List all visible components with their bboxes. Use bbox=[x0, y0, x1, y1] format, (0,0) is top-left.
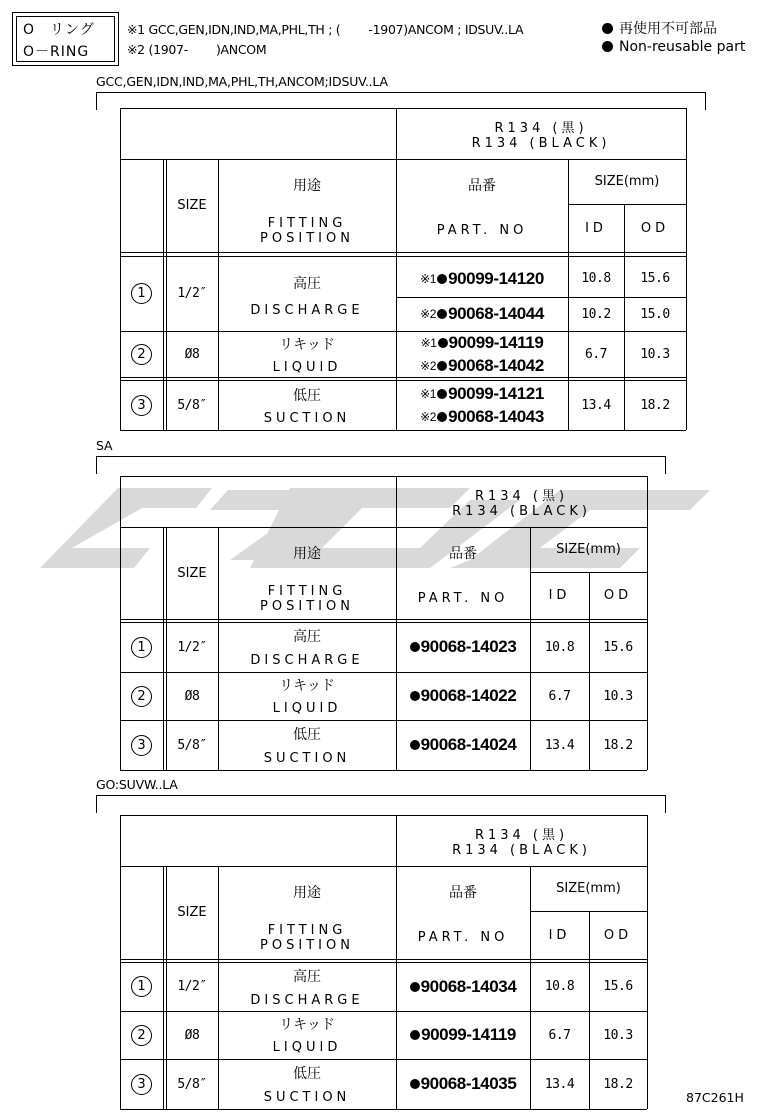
size-value: 1/2″ bbox=[177, 979, 207, 994]
nonreusable-icon bbox=[410, 1079, 420, 1089]
part-number-text: 90099-14121 bbox=[448, 384, 544, 403]
table-cell bbox=[120, 720, 163, 770]
od-value: 15.6 bbox=[640, 271, 670, 286]
part-number-text: 90068-14023 bbox=[420, 637, 517, 656]
applicability-mark: ※2 bbox=[420, 307, 437, 321]
nonreusable-note-en bbox=[602, 39, 745, 55]
size-header: SIZE bbox=[177, 565, 207, 581]
part-number bbox=[396, 382, 568, 406]
nonreusable-icon bbox=[410, 982, 420, 992]
part-number-text: 90068-14024 bbox=[420, 735, 517, 754]
nonreusable-icon bbox=[437, 412, 447, 422]
r134-title: R134 (黒) bbox=[494, 120, 588, 136]
legend-line-en: O－RING bbox=[23, 44, 90, 60]
row-number: 1 bbox=[131, 283, 152, 304]
size-mm-header: SIZE(mm) bbox=[556, 881, 621, 896]
part-header-en: PART. NO bbox=[417, 590, 509, 606]
id-value: 10.2 bbox=[581, 306, 611, 322]
part-number bbox=[396, 962, 530, 1011]
table-cell bbox=[218, 917, 396, 959]
section-label-1: GCC,GEN,IDN,IND,MA,PHL,TH,ANCOM;IDSUV..LA bbox=[96, 74, 388, 89]
nonreusable-icon bbox=[437, 389, 447, 399]
nonreusable-icon bbox=[438, 338, 448, 348]
od-value: 10.3 bbox=[603, 1027, 633, 1043]
usage-ja: 低圧 bbox=[293, 388, 321, 404]
fitting-header: FITTING bbox=[267, 583, 347, 599]
table-rule-v bbox=[163, 159, 164, 430]
r134-title-en: R134 (BLACK) bbox=[471, 135, 611, 151]
part-number-text: 90068-14022 bbox=[420, 686, 517, 705]
applicability-mark: ※2 bbox=[420, 410, 437, 424]
table-rule-h bbox=[120, 377, 686, 378]
table-cell bbox=[396, 815, 647, 866]
part-number-text: 90068-14034 bbox=[420, 976, 517, 996]
row-number: 3 bbox=[131, 395, 152, 416]
part-number-text: 90068-14044 bbox=[448, 304, 544, 323]
id-value: 10.8 bbox=[544, 979, 575, 994]
applicability-mark: ※2 bbox=[420, 358, 437, 373]
table-cell bbox=[120, 331, 163, 377]
usage-en: DISCHARGE bbox=[250, 992, 364, 1008]
table-cell bbox=[218, 578, 396, 619]
fitting-header: FITTING bbox=[267, 923, 347, 938]
od-value: 10.3 bbox=[640, 346, 670, 362]
row-number: 3 bbox=[131, 735, 152, 756]
row-number: 1 bbox=[131, 637, 152, 658]
usage-header-ja: 用途 bbox=[293, 178, 321, 194]
size-header: SIZE bbox=[177, 198, 207, 213]
section-label-2: SA bbox=[96, 438, 113, 453]
part-number bbox=[396, 622, 530, 672]
position-header: POSITION bbox=[260, 598, 354, 614]
o-ring-legend bbox=[12, 12, 119, 66]
applicability-mark: ※1 bbox=[420, 271, 437, 286]
bullet-icon bbox=[602, 41, 613, 52]
section-label-3: GO:SUVW..LA bbox=[96, 777, 178, 792]
table-cell bbox=[120, 672, 163, 720]
r134-title-en: R134 (BLACK) bbox=[452, 842, 591, 858]
position-header: POSITION bbox=[260, 231, 354, 246]
part-header-en: PART. NO bbox=[417, 929, 509, 945]
part-header-en: PART. NO bbox=[436, 222, 528, 238]
table-rule-v bbox=[163, 866, 164, 1109]
part-number bbox=[396, 1011, 530, 1059]
od-value: 18.2 bbox=[603, 1076, 633, 1092]
row-number: 1 bbox=[131, 976, 152, 997]
id-header: ID bbox=[548, 927, 571, 943]
od-value: 18.2 bbox=[640, 397, 670, 413]
size-value: 1/2″ bbox=[177, 286, 207, 301]
usage-header-ja: 用途 bbox=[293, 546, 321, 562]
id-header: ID bbox=[585, 220, 607, 236]
size-value: Ø8 bbox=[184, 688, 200, 704]
size-value: Ø8 bbox=[184, 1027, 200, 1043]
table-rule-h bbox=[120, 770, 647, 771]
part-header-ja: 品番 bbox=[468, 178, 496, 194]
part-number bbox=[396, 260, 568, 297]
size-mm-header: SIZE(mm) bbox=[556, 542, 621, 557]
nonreusable-icon bbox=[437, 274, 447, 284]
row-number: 2 bbox=[131, 686, 152, 707]
row-number: 3 bbox=[131, 1074, 152, 1095]
part-number-text: 90068-14042 bbox=[448, 355, 544, 375]
bullet-icon bbox=[602, 23, 613, 34]
part-number-text: 90099-14120 bbox=[448, 268, 544, 288]
size-value: 5/8″ bbox=[177, 397, 207, 413]
table-rule-v bbox=[647, 476, 648, 770]
table-cell bbox=[396, 476, 647, 527]
size-header: SIZE bbox=[177, 905, 207, 920]
applicability-mark: ※1 bbox=[420, 387, 437, 401]
nonreusable-icon bbox=[437, 361, 447, 371]
id-value: 13.4 bbox=[544, 1076, 575, 1092]
nonreusable-icon bbox=[437, 309, 447, 319]
table-rule-h bbox=[120, 959, 647, 960]
part-number bbox=[396, 354, 568, 377]
table-cell bbox=[120, 256, 163, 331]
legend-line-ja: O リング bbox=[23, 22, 95, 38]
part-number bbox=[396, 1059, 530, 1109]
table-rule-v bbox=[686, 108, 687, 430]
section-bracket-2 bbox=[96, 456, 666, 474]
table-cell bbox=[218, 210, 396, 252]
id-value: 13.4 bbox=[581, 397, 611, 413]
usage-ja: 高圧 bbox=[293, 276, 321, 292]
position-header: POSITION bbox=[260, 938, 354, 953]
part-number-text: 90068-14035 bbox=[420, 1074, 517, 1093]
table-rule-h bbox=[120, 252, 686, 253]
id-value: 10.8 bbox=[581, 271, 611, 286]
od-value: 15.6 bbox=[603, 639, 633, 655]
usage-ja: 高圧 bbox=[293, 969, 321, 985]
part-number bbox=[396, 720, 530, 770]
table-cell bbox=[120, 380, 163, 430]
table-cell bbox=[120, 622, 163, 672]
od-value: 10.3 bbox=[603, 688, 633, 704]
figure-code: 87C261H bbox=[686, 1090, 744, 1105]
table-rule-h bbox=[120, 1109, 647, 1110]
table-cell bbox=[120, 962, 163, 1011]
nonreusable-note-ja bbox=[602, 18, 717, 38]
r134-title: R134 (黒) bbox=[474, 827, 569, 843]
id-header: ID bbox=[548, 588, 571, 603]
part-header-ja: 品番 bbox=[449, 885, 477, 901]
usage-header-ja: 用途 bbox=[293, 885, 321, 901]
r134-title: R134 (黒) bbox=[474, 488, 569, 504]
row-number: 2 bbox=[131, 344, 152, 365]
usage-ja: リキッド bbox=[279, 337, 335, 353]
table-rule-h bbox=[120, 619, 647, 620]
size-value: 1/2″ bbox=[177, 639, 207, 655]
part-number-text: 90099-14119 bbox=[448, 332, 544, 352]
size-mm-header: SIZE(mm) bbox=[594, 174, 660, 189]
part-number bbox=[396, 672, 530, 720]
table-rule-v bbox=[647, 815, 648, 1109]
table-cell bbox=[396, 108, 686, 159]
usage-en: DISCHARGE bbox=[250, 302, 364, 318]
nonreusable-en-text: Non-reusable part bbox=[619, 39, 746, 55]
nonreusable-ja-text: 再使用不可部品 bbox=[619, 21, 717, 37]
size-value: 5/8″ bbox=[177, 1076, 207, 1092]
row-number: 2 bbox=[131, 1025, 152, 1046]
usage-ja: 低圧 bbox=[293, 727, 321, 743]
id-value: 6.7 bbox=[585, 346, 607, 362]
id-value: 13.4 bbox=[544, 737, 575, 753]
usage-en: LIQUID bbox=[272, 359, 342, 375]
usage-ja: リキッド bbox=[279, 678, 335, 694]
usage-en: LIQUID bbox=[272, 1039, 342, 1055]
nonreusable-icon bbox=[410, 740, 420, 750]
applicability-mark: ※1 bbox=[420, 335, 437, 350]
part-number bbox=[396, 297, 568, 331]
usage-en: DISCHARGE bbox=[250, 652, 364, 668]
fitting-header: FITTING bbox=[267, 216, 347, 231]
part-number bbox=[396, 331, 568, 354]
part-number bbox=[396, 405, 568, 429]
r134-title-en: R134 (BLACK) bbox=[452, 503, 591, 519]
note-2: ※2 (1907- )ANCOM bbox=[127, 42, 267, 57]
usage-ja: 高圧 bbox=[293, 629, 321, 645]
nonreusable-icon bbox=[410, 1030, 420, 1040]
id-value: 6.7 bbox=[548, 688, 571, 704]
od-value: 18.2 bbox=[603, 737, 633, 753]
table-cell bbox=[120, 1059, 163, 1109]
table-cell bbox=[120, 1011, 163, 1059]
usage-ja: 低圧 bbox=[293, 1066, 321, 1082]
part-header-ja: 品番 bbox=[449, 546, 477, 562]
nonreusable-icon bbox=[410, 691, 420, 701]
usage-en: SUCTION bbox=[263, 410, 351, 426]
size-value: 5/8″ bbox=[177, 737, 207, 753]
usage-en: LIQUID bbox=[272, 700, 342, 716]
od-header: OD bbox=[603, 927, 633, 943]
id-value: 6.7 bbox=[548, 1027, 571, 1043]
od-header: OD bbox=[603, 588, 633, 603]
part-number-text: 90068-14043 bbox=[448, 407, 544, 426]
note-1: ※1 GCC,GEN,IDN,IND,MA,PHL,TH ; ( -1907)ANCOM ; IDSUV..LA bbox=[127, 22, 524, 37]
nonreusable-icon bbox=[410, 642, 420, 652]
part-number-text: 90099-14119 bbox=[421, 1025, 516, 1044]
od-value: 15.6 bbox=[603, 979, 633, 994]
od-header: OD bbox=[640, 220, 670, 236]
section-bracket-3 bbox=[96, 795, 666, 813]
usage-en: SUCTION bbox=[263, 1089, 351, 1105]
usage-ja: リキッド bbox=[279, 1017, 335, 1033]
od-value: 15.0 bbox=[640, 306, 670, 322]
table-rule-h bbox=[120, 430, 686, 431]
usage-en: SUCTION bbox=[263, 750, 351, 766]
table-rule-v bbox=[163, 527, 164, 770]
size-value: Ø8 bbox=[184, 346, 200, 362]
id-value: 10.8 bbox=[544, 639, 575, 655]
